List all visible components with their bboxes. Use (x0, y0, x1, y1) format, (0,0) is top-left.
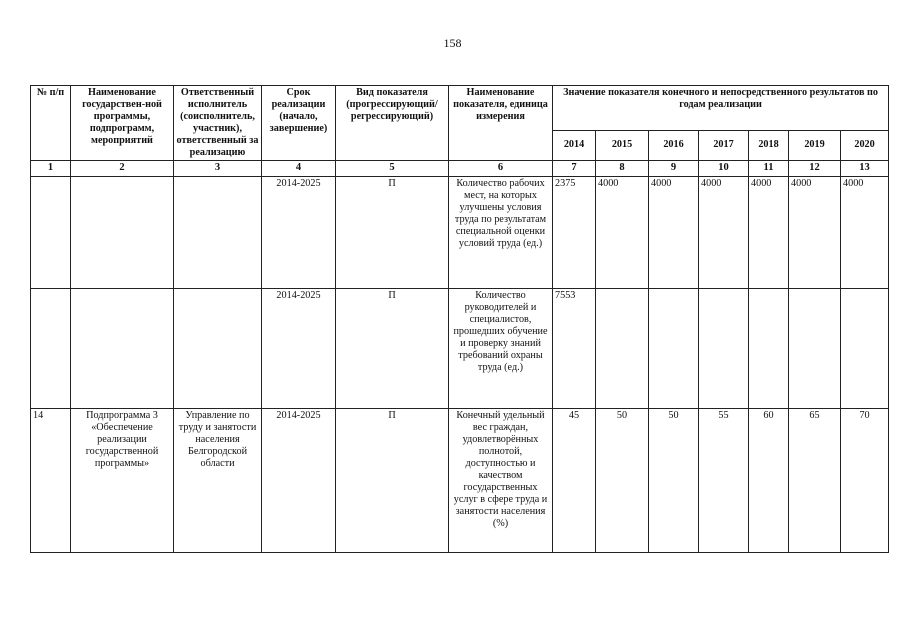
row-executor: Управление по труду и занятости населения Белгородской области (174, 408, 262, 552)
row-program-name: Подпрограмма 3 «Обеспечение реализации государственной программы» (71, 408, 174, 552)
header-executor: Ответственный исполнитель (соисполнитель, участник), ответственный за реализацию (174, 86, 262, 161)
row-num (31, 176, 71, 288)
column-number: 13 (841, 161, 889, 176)
row-value-2016: 50 (649, 408, 699, 552)
row-value-2020: 70 (841, 408, 889, 552)
header-indicator-name: Наименование показателя, единица измерения (449, 86, 553, 161)
header-term: Срок реализации (начало, завершение) (262, 86, 336, 161)
header-year: 2014 (553, 131, 596, 161)
row-value-2017 (699, 288, 749, 408)
row-program-name (71, 176, 174, 288)
column-number: 12 (789, 161, 841, 176)
row-indicator-type: П (336, 176, 449, 288)
row-value-2014: 45 (553, 408, 596, 552)
row-num (31, 288, 71, 408)
table-row (31, 176, 889, 288)
column-number: 3 (174, 161, 262, 176)
column-number: 11 (749, 161, 789, 176)
row-value-2019: 4000 (789, 176, 841, 288)
row-value-2015: 4000 (596, 176, 649, 288)
column-number: 8 (596, 161, 649, 176)
column-number: 9 (649, 161, 699, 176)
header-year: 2015 (596, 131, 649, 161)
row-term: 2014-2025 (262, 408, 336, 552)
header-values-group: Значение показателя конечного и непосредственного результатов по годам реализации (553, 86, 889, 131)
row-indicator-name: Количество рабочих мест, на которых улучшены условия труда по результатам специальной оценки условий труда (ед.) (449, 176, 553, 288)
row-indicator-type: П (336, 408, 449, 552)
row-value-2019 (789, 288, 841, 408)
table-row (31, 408, 889, 552)
row-indicator-name: Количество руководителей и специалистов, прошедших обучение и проверку знаний требований охраны труда (ед.) (449, 288, 553, 408)
header-year: 2016 (649, 131, 699, 161)
row-value-2015 (596, 288, 649, 408)
row-indicator-name: Конечный удельный вес граждан, удовлетворённых полнотой, доступностью и качеством государственных услуг в сфере труда и занятости населения (%) (449, 408, 553, 552)
row-value-2017: 55 (699, 408, 749, 552)
column-number: 5 (336, 161, 449, 176)
header-indicator-type: Вид показателя (прогрессирующий/ регрессирующий) (336, 86, 449, 161)
header-name: Наименование государствен-ной программы, подпрограмм, мероприятий (71, 86, 174, 161)
row-value-2018 (749, 288, 789, 408)
row-value-2015: 50 (596, 408, 649, 552)
header-year: 2018 (749, 131, 789, 161)
row-value-2016 (649, 288, 699, 408)
header-year: 2019 (789, 131, 841, 161)
header-year: 2017 (699, 131, 749, 161)
column-number: 10 (699, 161, 749, 176)
column-number: 7 (553, 161, 596, 176)
row-value-2014: 7553 (553, 288, 596, 408)
row-executor (174, 288, 262, 408)
header-year: 2020 (841, 131, 889, 161)
results-table (30, 85, 889, 553)
header-num: № п/п (31, 86, 71, 161)
column-number: 4 (262, 161, 336, 176)
row-value-2018: 60 (749, 408, 789, 552)
table-row (31, 288, 889, 408)
row-indicator-type: П (336, 288, 449, 408)
column-numbers-row (31, 161, 889, 176)
row-value-2014: 2375 (553, 176, 596, 288)
row-value-2020: 4000 (841, 176, 889, 288)
row-program-name (71, 288, 174, 408)
row-value-2017: 4000 (699, 176, 749, 288)
row-value-2020 (841, 288, 889, 408)
row-num: 14 (31, 408, 71, 552)
row-value-2019: 65 (789, 408, 841, 552)
page-number: 158 (443, 36, 462, 50)
column-number: 6 (449, 161, 553, 176)
row-value-2016: 4000 (649, 176, 699, 288)
column-number: 1 (31, 161, 71, 176)
column-number: 2 (71, 161, 174, 176)
row-value-2018: 4000 (749, 176, 789, 288)
row-term: 2014-2025 (262, 176, 336, 288)
row-executor (174, 176, 262, 288)
row-term: 2014-2025 (262, 288, 336, 408)
